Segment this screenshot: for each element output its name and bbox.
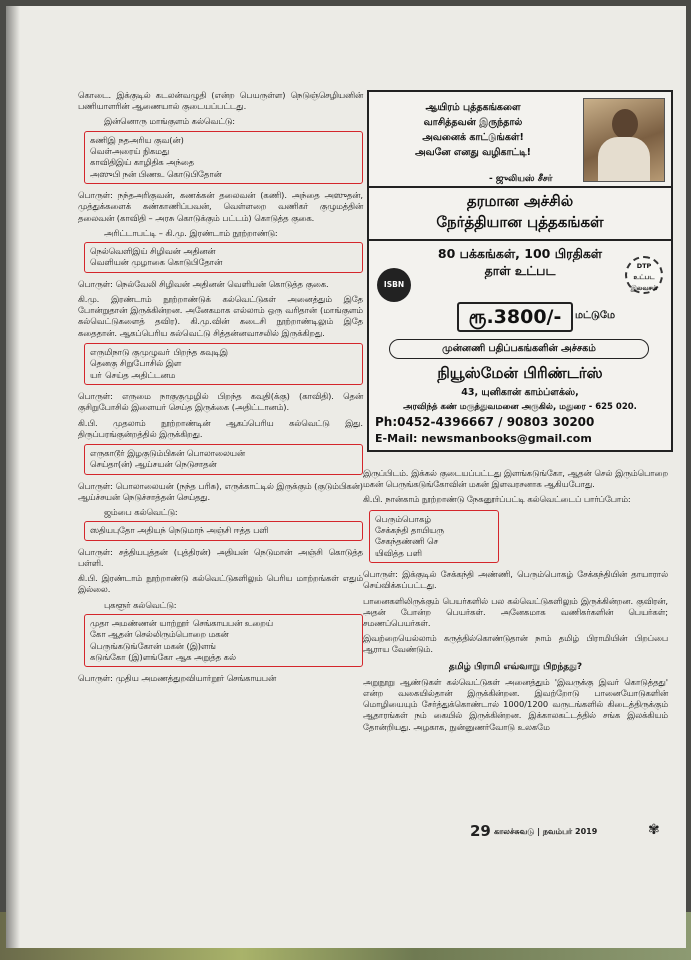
inscription-box	[84, 614, 363, 668]
inscription-line: முதா அமண்ணன் யாற்றூா் செங்காயபன் உறைய்	[90, 617, 273, 628]
inscription-box	[369, 510, 499, 564]
paragraph: பொருள்: எருமை நாகுகுமுழில் பிறந்த கவுதி(க்கு) (காவிதி). தென் குசிறுபோசில் இளையர் செய்த இருக்கை (அதிட்டானம்).	[78, 391, 363, 413]
paragraph: பொருள்: இக்குடில் சேக்கந்தி அண்ணி, பெரும்பொகழ் சேக்கந்தியின் தாயாரால் செய்விக்கப்பட்டது.	[363, 569, 668, 591]
tagline-pill: முன்னணி பதிப்பகங்களின் அச்சகம்	[389, 339, 649, 359]
price-box: ரூ.3800/-	[457, 302, 573, 332]
inscription-line: கோ ஆதன் செல்லிரும்பொறை மகன்	[90, 629, 229, 640]
subheading: அரிட்டாபட்டி – கி.மு. இரண்டாம் நூற்றாண்டு:	[104, 227, 278, 238]
inscription-line: அஸுபி நன் பிணஉ கொடுபிதோன்	[90, 168, 222, 179]
paragraph: பானைகளிலிருக்கும் பெயர்களில் பல கல்வெட்டுகளிலும் இருக்கின்றன. குவிரன், அதன் போன்ற பெயர்கள். அனேகமாக வணிகர்களின் பெயர்கள்; சமணப்பெயர்கள்.	[363, 595, 668, 629]
printing-advertisement	[367, 90, 673, 452]
ad-quote	[375, 100, 571, 160]
inscription-line: கடுங்கோ (இ)ளங்கோ ஆக அறுத்த கல்	[90, 651, 236, 662]
magazine-issue: காலச்சுவடு | நவம்பர் 2019	[494, 827, 598, 836]
paragraph: பொருள்: பொலாலையன் (நந்த பரிசு), எருக்காட்டில் இருக்கும் (குடும்பிகன்) ஆய்ச்சயன் நெடுச்சாத்தன் செய்தது.	[78, 480, 363, 502]
quote-line: ஆயிரம் புத்தகங்களை	[425, 102, 521, 113]
subheading: இன்னொரு மாங்குளம் கல்வெட்டு:	[104, 116, 236, 127]
section-heading: தமிழ் பிராமி எவ்வாறு பிறந்தது?	[448, 661, 583, 672]
headline-line: தரமான அச்சில்	[466, 192, 574, 210]
inscription-line: வெளியன் முழாகை கொடுபிதோன்	[90, 257, 223, 268]
subheading: புகளூர் கல்வெட்டு:	[104, 599, 177, 610]
paragraph: இவற்றையெல்லாம் கருத்தில்கொண்டுதான் நாம் தமிழ் பிராமியின் பிறப்பை ஆராய வேண்டும்.	[363, 633, 668, 655]
paragraph: கி.பி. முதலாம் நூற்றாண்டின் ஆகப்பெரிய கல்வெட்டு இது. திருப்பரங்குன்றத்தில் இருக்கிறது.	[78, 417, 363, 439]
page-number: 29	[470, 822, 491, 840]
address-line: அரவிந்த் கண் மருத்துவமனை அருகில், மதுரை - 625 020.	[403, 402, 637, 412]
inscription-line: பெருங்கடுங்கோன் மகன் (இ)ளங்	[90, 640, 216, 651]
left-column	[78, 90, 363, 689]
inscription-line: தெனகு சிறுபோசில் இள	[90, 358, 182, 369]
inscription-line: சேகந்தண்ணி செ	[375, 536, 439, 547]
inscription-line: செய்தா(ன்) ஆய்சயன் நெடுசாதன்	[90, 459, 217, 470]
inscription-line: யிவித்த பளி	[375, 547, 422, 558]
paragraph: கி.பி. நான்காம் நூற்றாண்டு நேகனூர்ப்பட்டி கல்வெட்டைப் பார்ப்போம்:	[363, 494, 631, 505]
isbn-badge: ISBN	[377, 268, 411, 302]
inscription-box	[84, 242, 363, 273]
inscription-box	[84, 444, 363, 475]
inscription-box	[84, 521, 363, 540]
phone-number: Ph:0452-4396667 / 90803 30200	[375, 415, 595, 429]
ad-headline	[369, 188, 671, 241]
company-name: நியூஸ்மேன் பிரிண்டர்ஸ்	[437, 364, 603, 382]
inscription-line: நெல்வெளிஇய் சிழிவன் அதினன்	[90, 246, 216, 257]
paragraph: பொருள்: நெல்வேலி சிழிவன் அதினன் வெளியன் கொடுத்த குகை.	[78, 278, 329, 289]
address-line: 43, யுனிகான் காம்ப்ளக்ஸ்,	[461, 387, 579, 398]
inscription-line: எருகாடூர் இழகுடும்பிகன் பொலாலையன்	[90, 447, 245, 458]
inscription-line: எருமிநாடு குமுழுவா் பிறந்த கவுடிஇ	[90, 346, 228, 357]
inscription-line: ஸதியபுதோ அதியந் நெடுமாந் அஞ்சி ஈத்த பளி	[90, 525, 269, 536]
paragraph: கொடை. இக்குடில் கடலன்வழுதி (என்ற பெயருள்ள) நெடுஞ்செழியனின் பணியாளரின் ஆணையால் குடையப்பட்டது.	[78, 90, 363, 112]
quote-line: அவனே எனது வழிகாட்டி!	[414, 147, 532, 158]
subheading: ஜம்பை கல்வெட்டு:	[104, 507, 178, 518]
magazine-logo-icon: ✾	[648, 822, 660, 838]
quote-author: - ஜுலியஸ் சீசர்	[489, 174, 553, 184]
headline-line: நேர்த்தியான புத்தகங்கள்	[436, 213, 604, 231]
inscription-line: கணிஇ நதஅரிய குவ(ன்)	[90, 134, 184, 145]
email-address: E-Mail: newsmanbooks@gmail.com	[375, 432, 592, 445]
portrait-head	[612, 109, 638, 139]
paragraph: பொருள்: நந்தஅரிகுவன், கணக்கன் தலைவன் (கணி). அந்தை அஸுதன், முத்துக்களைக் கண்காணிப்பவன், வெள்ளறை வணிகர் குழுமத்தின் தலைவன் (காவிதி – அரசு கொடுக்கும் பட்டம்) கொடுத்த குகை.	[78, 190, 363, 223]
paragraph: கி.மு. இரண்டாம் நூற்றாண்டுக் கல்வெட்டுகள் அனைத்தும் இதே போன்றுதான் இருக்கின்றன. அனேகமாக எல்லாம் ஒரு வரிதான் (மாங்குளம் கல்வெட்டுகளைத் தவிர). கி.மு.வின் கடைசி நூற்றாண்டிலும் இதே கதைதான். ஆகப்பெரிய கல்வெட்டு சித்தன்னவாசலில் இருக்கிறது.	[78, 294, 363, 338]
inscription-box	[84, 131, 363, 185]
inscription-line: காவிதிஇய் காழிதிக அந்தை	[90, 157, 195, 168]
inscription-line: வெள்அரைய் நிகமது	[90, 146, 170, 157]
inscription-line: பெரும்பொகழ்	[375, 513, 431, 524]
price-suffix: மட்டுமே	[575, 310, 616, 321]
inscription-line: சேக்கந்தி தாயியரு	[375, 525, 444, 536]
right-column	[363, 468, 668, 737]
page-footer	[470, 822, 660, 840]
paragraph: பொருள்: முதிய அமணத்துறவியார்றூர் செங்காயபன்	[78, 673, 277, 684]
quote-line: அவனைக் காட்டுங்கள்!	[422, 132, 524, 143]
paragraph: அறுநூறு ஆண்டுகள் கல்வெட்டுகள் அனைத்தும் 'இவருக்கு இவர் கொடுத்தது' என்ற வகையில்தான் இருக்கின்றன. இவற்றோடு பானையோடுகளின் மொழியையும் சேர்த்துக்கொண்டால் 1000/1200 வருடங்களில் கிடைத்திருக்கும் ஆதாரங்கள் நம் கையில் இருக்கின்றன. இக்காலகட்டத்தில் சங்க இலக்கியம் தோன்றியது. அழகாக, நுன்னுணர்வோடு உலகமே	[363, 676, 668, 732]
paper-line: தாள் உட்பட	[484, 263, 556, 278]
inscription-line: யா் செய்த அதிட்டனம	[90, 369, 176, 380]
quote-line: வாசித்தவன் இருந்தால்	[423, 117, 523, 128]
caesar-portrait-image	[583, 98, 665, 182]
offer-line: 80 பக்கங்கள், 100 பிரதிகள்	[437, 246, 603, 261]
inscription-box	[84, 343, 363, 385]
portrait-body	[598, 137, 650, 181]
paragraph: பொருள்: சத்தியபுத்தன் (புத்திரன்) அதியன் நெடுமான் அஞ்சி கொடுத்த பள்ளி.	[78, 546, 363, 568]
paragraph: இருப்பிடம். இக்கல் குடையப்பட்டது இளங்கடுங்கோ, ஆதன் செல் இரும்பொறை மகன் பெருங்கடுங்கோவின் மகன் இளவரசனாக ஆகியபோது.	[363, 468, 668, 490]
paragraph: கி.பி. இரண்டாம் நூற்றாண்டு கல்வெட்டுகளிலும் பெரிய மாற்றங்கள் எதும் இல்லை.	[78, 573, 363, 595]
ad-quote-section	[369, 92, 671, 188]
dtp-free-stamp: DTP உட்பட இலவசம்	[625, 256, 663, 294]
